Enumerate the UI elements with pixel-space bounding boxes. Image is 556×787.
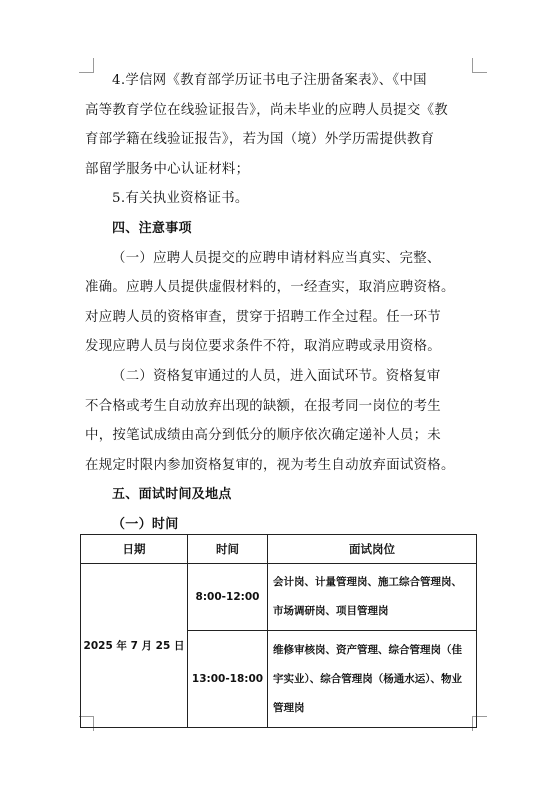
time-cell: 13:00-18:00 <box>188 631 268 728</box>
document-body <box>85 66 477 540</box>
paragraph-line: 准确。应聘人员提供虚假材料的，一经查实，取消应聘资格。 <box>85 280 455 296</box>
section-heading: 四、注意事项 <box>112 220 192 236</box>
time-cell: 8:00-12:00 <box>188 564 268 631</box>
paragraph-line: （二）资格复审通过的人员，进入面试环节。资格复审 <box>112 368 441 384</box>
table-row <box>81 564 477 631</box>
paragraph-line: 4.学信网《教育部学历证书电子注册备案表》、《中国 <box>112 73 427 88</box>
paragraph-line: 部留学服务中心认证材料； <box>85 161 250 177</box>
table-header-row <box>81 535 477 564</box>
subsection-heading: （一）时间 <box>112 516 179 532</box>
paragraph-line: 发现应聘人员与岗位要求条件不符，取消应聘或录用资格。 <box>85 339 441 355</box>
positions-cell: 会计岗、计量管理岗、施工综合管理岗、市场调研岗、项目管理岗 <box>268 564 477 631</box>
header-positions: 面试岗位 <box>268 535 477 564</box>
paragraph-line: 不合格或考生自动放弃出现的缺额，在报考同一岗位的考生 <box>85 398 441 414</box>
paragraph-line: 中，按笔试成绩由高分到低分的顺序依次确定递补人员；未 <box>85 428 441 444</box>
date-cell: 2025 年 7 月 25 日 <box>81 564 188 728</box>
interview-schedule-table <box>80 534 477 728</box>
paragraph-line: （一）应聘人员提交的应聘申请材料应当真实、完整、 <box>112 250 441 266</box>
paragraph-line: 高等教育学位在线验证报告》，尚未毕业的应聘人员提交《教 <box>85 102 448 118</box>
paragraph-line: 育部学籍在线验证报告》，若为国（境）外学历需提供教育 <box>85 132 435 148</box>
paragraph-line: 对应聘人员的资格审查，贯穿于招聘工作全过程。任一环节 <box>85 309 441 325</box>
paragraph-line: 在规定时限内参加资格复审的，视为考生自动放弃面试资格。 <box>85 457 455 473</box>
header-date: 日期 <box>81 535 188 564</box>
paragraph-line: 5.有关执业资格证书。 <box>112 191 249 207</box>
section-heading: 五、面试时间及地点 <box>112 487 232 503</box>
header-time: 时间 <box>188 535 268 564</box>
positions-cell: 维修审核岗、资产管理、综合管理岗（佳宇实业）、综合管理岗（杨通水运）、物业管理岗 <box>268 631 477 728</box>
